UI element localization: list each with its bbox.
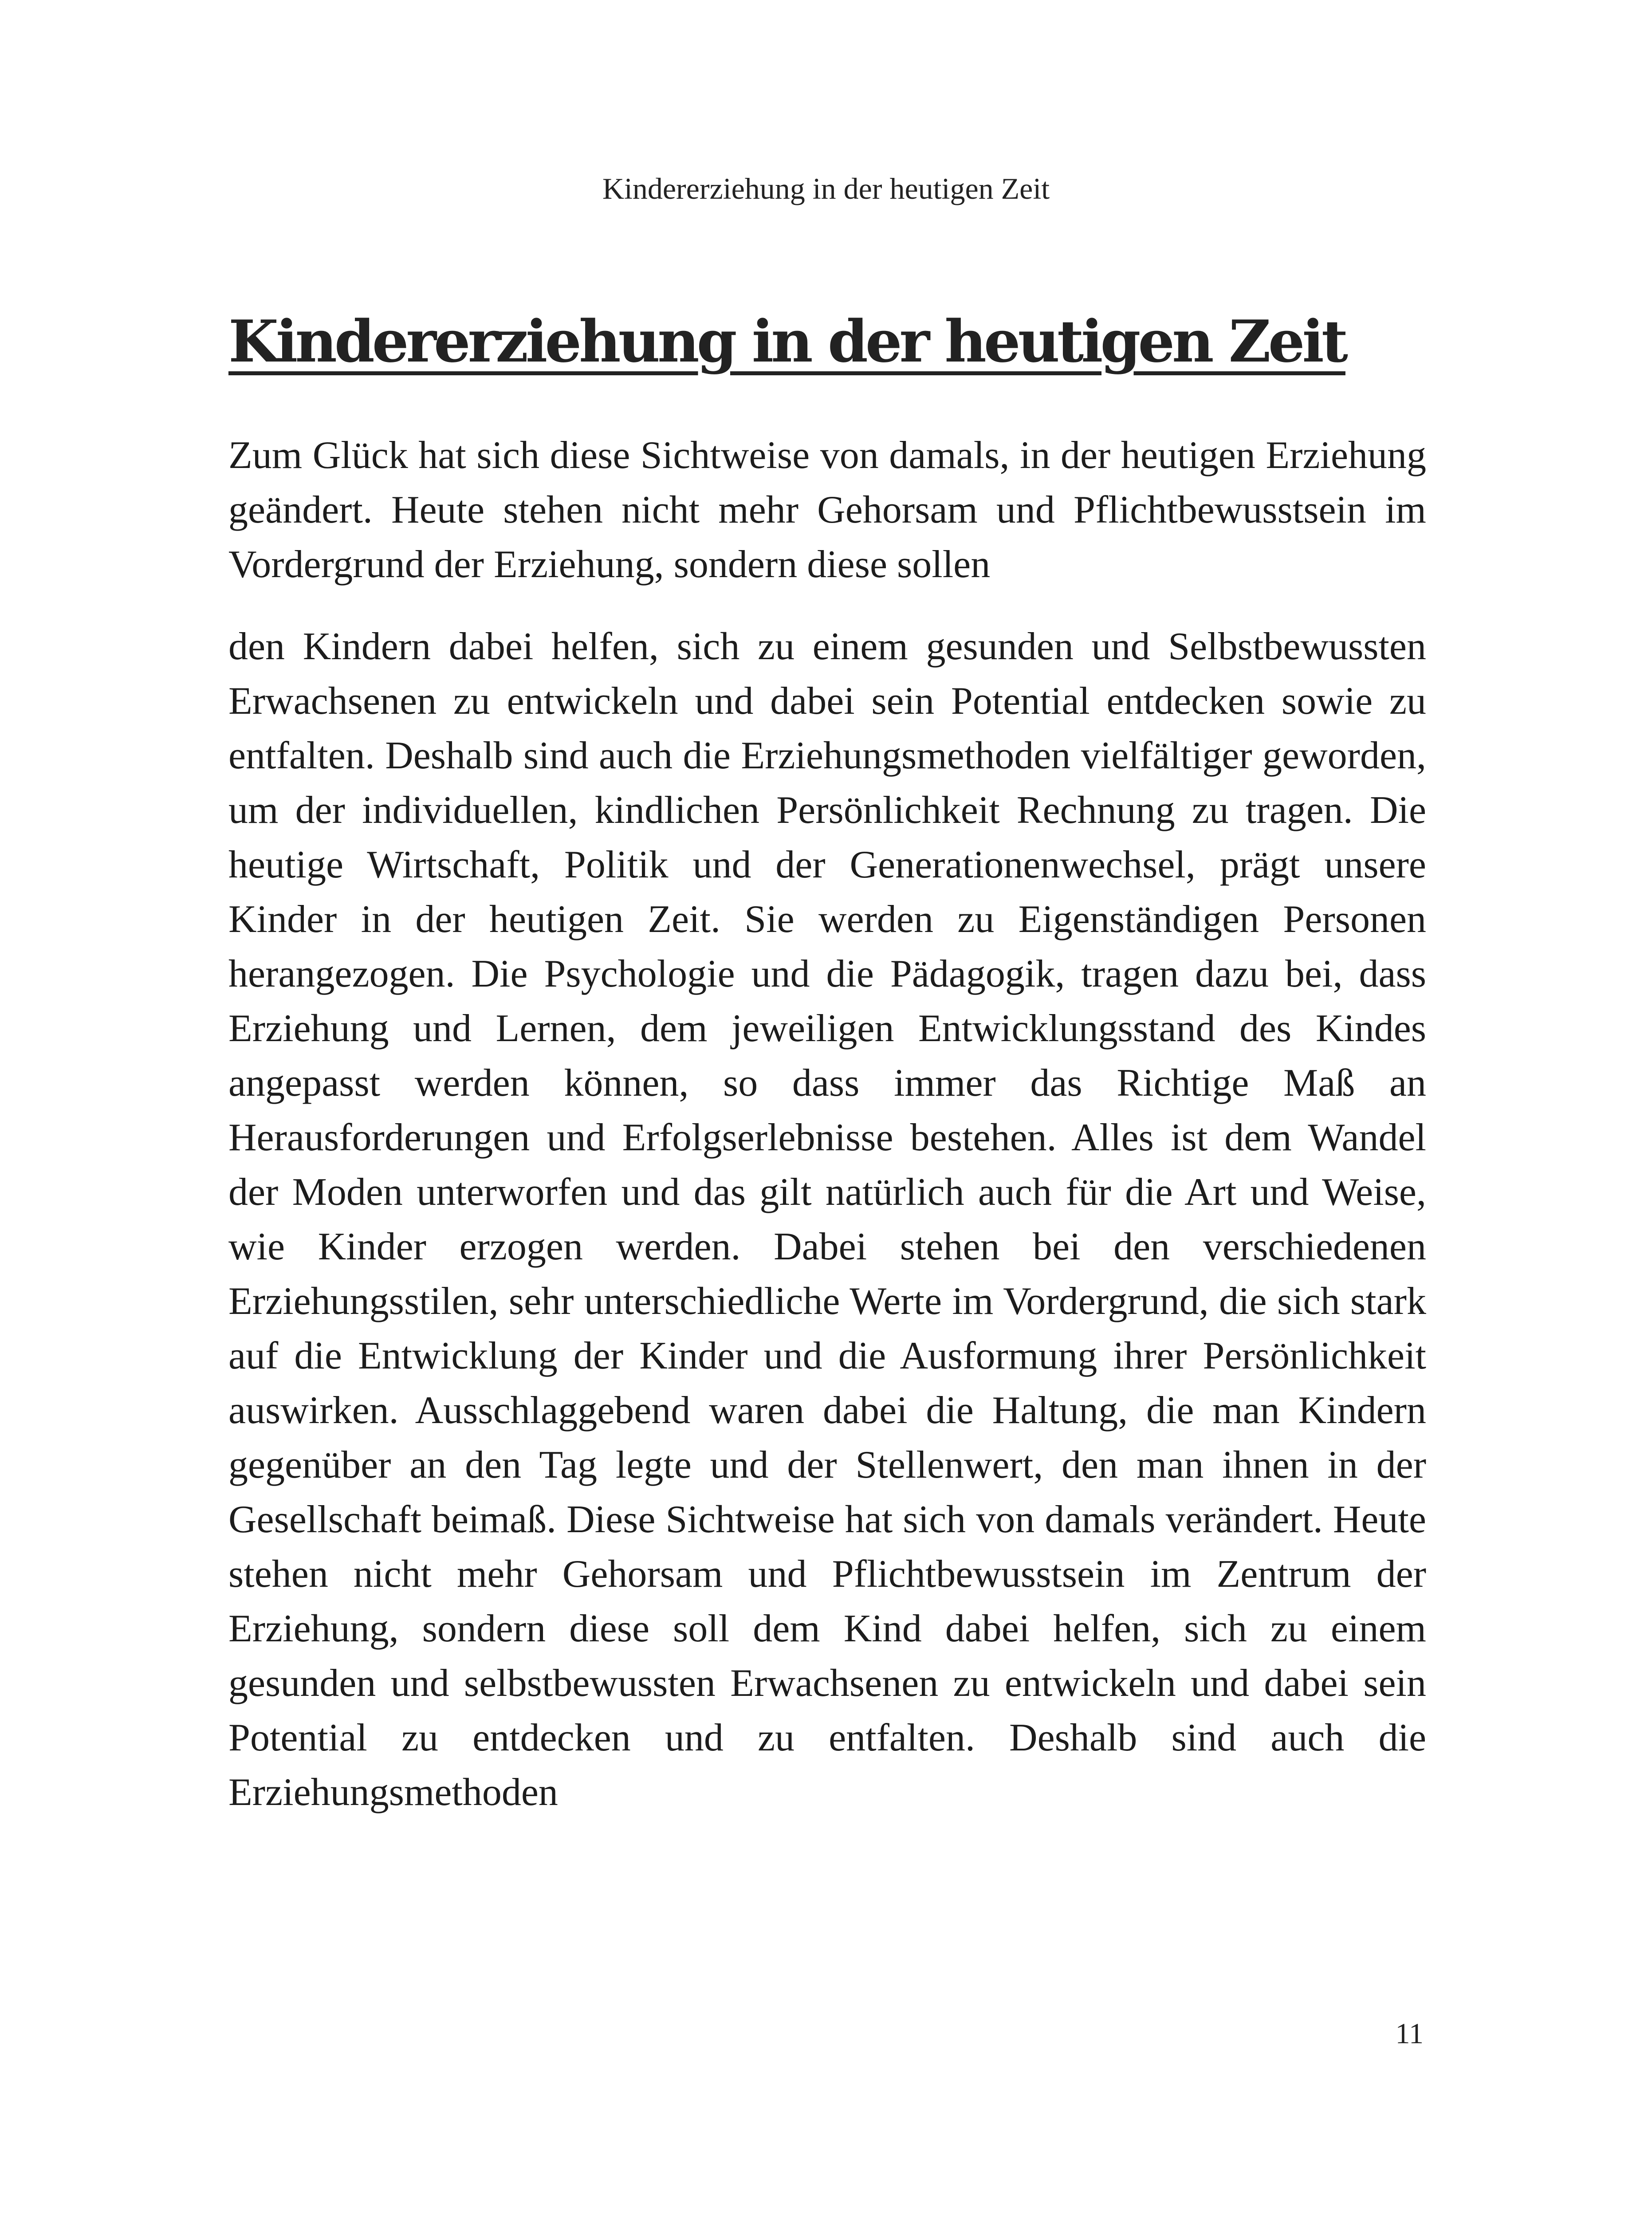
paragraph-body: den Kindern dabei helfen, sich zu einem gesunden und Selbstbewussten Erwachsenen zu entwickeln und dabei sein Potential entdecken sowie zu entfalten. Deshalb sind auch die Erziehungsmethoden vielfältiger geworden, um der individuellen, kindlichen Persönlichkeit Rechnung zu tragen. Die heutige Wirtschaft, Politik und der Generationenwechsel, prägt unsere Kinder in der heutigen Zeit. Sie werden zu Eigenständigen Personen herangezogen. Die Psychologie und die Pädagogik, tragen dazu bei, dass Erziehung und Lernen, dem jeweiligen Entwicklungsstand des Kindes angepasst werden können, so dass immer das Richtige Maß an Herausforderungen und Erfolgserlebnisse bestehen. Alles ist dem Wandel der Moden unterworfen und das gilt natürlich auch für die Art und Weise, wie Kinder erzogen werden. Dabei stehen bei den verschiedenen Erziehungsstilen, sehr unterschiedliche Werte im Vordergrund, die sich stark auf die Entwicklung der Kinder und die Ausformung ihrer Persönlichkeit auswirken. Ausschlaggebend waren dabei die Haltung, die man Kindern gegenüber an den Tag legte und der Stellenwert, den man ihnen in der Gesellschaft beimaß. Diese Sichtweise hat sich von damals verändert. Heute stehen nicht mehr Gehorsam und Pflichtbewusstsein im Zentrum der Erziehung, sondern diese soll dem Kind dabei helfen, sich zu einem gesunden und selbstbewussten Erwachsenen zu entwickeln und dabei sein Potential zu entdecken und zu entfalten. Deshalb sind auch die Erziehungsmethoden xyxy=(228,625,1426,1814)
running-header: Kindererziehung in der heutigen Zeit xyxy=(602,172,1050,205)
paragraph-intro: Zum Glück hat sich diese Sichtweise von damals, in der heutigen Erziehung geändert. Heute stehen nicht mehr Gehorsam und Pflichtbewusstsein im Vordergrund der Erziehung, sondern diese sollen xyxy=(228,434,1426,586)
page-number: 11 xyxy=(1395,2017,1424,2050)
page-content xyxy=(228,304,1426,1820)
chapter-title: Kindererziehung in der heutigen Zeit xyxy=(228,307,1345,375)
